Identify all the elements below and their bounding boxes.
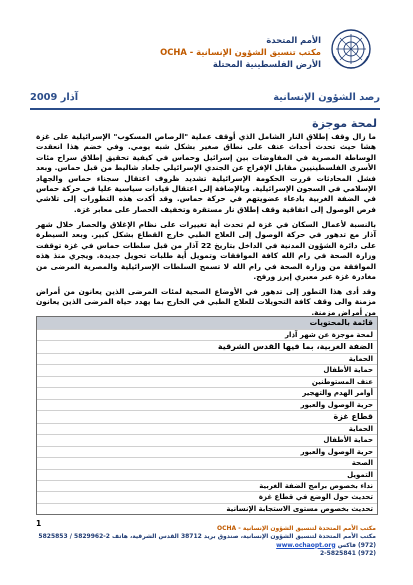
page-number: 1 xyxy=(36,519,42,528)
contents-table xyxy=(36,316,378,515)
contents-item: تحديث بخصوص مستوى الاستجابة الإنسانية xyxy=(226,504,373,513)
contents-item: حماية الأطفال xyxy=(37,365,377,376)
contents-item: حماية الأطفال xyxy=(37,435,377,446)
footer-phone-line: (972) 2-5825841 xyxy=(319,549,376,557)
ocha-line: مكتب تنسيق الشؤون الإنسانية - OCHA xyxy=(160,47,321,57)
page-header xyxy=(0,0,413,86)
contents-item: نداء بخصوص برامج الضفة الغربية xyxy=(37,481,377,492)
opt-line: الأرض الفلسطينية المحتلة xyxy=(212,59,321,69)
contents-item: التمويل xyxy=(37,470,377,481)
footer-org-line: مكتب الأمم المتحدة لتنسيق الشؤون الإنسانية - OCHA xyxy=(217,525,376,532)
contents-item: لمحة موجزة عن شهر آذار xyxy=(37,330,377,341)
contents-section: الضفة الغربية، بما فيها القدس الشرقية xyxy=(37,341,377,354)
overview-paragraph-3: وقد أدى هذا التطور إلى تدهور في الأوضاع الصحية لمئات المرضى الذين يعانون من أمراض مزمنة والى وقف كافة التحويلات للعلاج الطبي في الخارج بما يهدد حياة المرضى الذين يعانون من أمراض مزمنة. xyxy=(36,287,376,317)
contents-item: الحماية xyxy=(37,424,377,435)
footer-address-line xyxy=(36,533,376,550)
contents-item: عنف المستوطنين xyxy=(37,377,377,388)
contents-item: الصحة xyxy=(37,458,377,469)
contents-item: حرية الوصول والعبور xyxy=(37,400,377,411)
footer-website-link[interactable]: www.ochaopt.org xyxy=(276,541,336,549)
page-footer xyxy=(36,525,376,558)
contents-heading: قائمة بالمحتويات xyxy=(37,317,377,330)
footer-address: مكتب الأمم المتحدة لتنسيق الشؤون الإنسانية، صندوق بريد 38712 القدس الشرقية، هاتف 2-5829962 / 5825853 (972) فاكس xyxy=(38,533,376,549)
report-date: آذار 2009 xyxy=(30,92,79,103)
overview-paragraph-1: ما زال وقف إطلاق النار الشامل الذي أوقف عملية "الرصاص المسكوب" الإسرائيلية على غزة هشا حيث تحدث أحداث عنف على نطاق صغير بشكل شبه يومي. وفي خضم هذا انعقدت الوساطة المصرية في المفاوضات بين إسرائيل وحماس في كيفية تحقيق إطلاق سراح مئات الأسرى الفلسطينيين مقابل الإفراج عن الجندي الإسرائيلي جلعاد شاليط من قبل حماس. وبعد فشل المحادثات قررت الحكومة الإسرائيلية تشديد ظروف اعتقال سجناء حماس والجهاد الإسلامي في السجون الإسرائيلية. وبالإضافة إلى اعتقال قيادات سياسية عليا في حركة حماس في الضفة الغربية بادعاء عضويتهم في حركة حماس. وقد أكدت هذه التطورات إلى تلاشي فرص الوصول إلى اتفاقية وقف إطلاق نار مستقرة وتخفيف الحصار على معابر غزة. xyxy=(36,132,376,214)
un-emblem-icon xyxy=(330,28,372,70)
contents-item: الحماية xyxy=(37,354,377,365)
contents-section: قطاع غزة xyxy=(37,411,377,424)
organization-block xyxy=(61,34,321,70)
contents-list xyxy=(37,330,377,515)
contents-item: حرية الوصول والعبور xyxy=(37,447,377,458)
report-title: رصد الشؤون الإنسانية xyxy=(273,92,380,103)
report-title-bar xyxy=(30,92,380,110)
contents-item: أوامر الهدم والتهجير xyxy=(37,388,377,399)
overview-heading: لمحة موجزة xyxy=(312,117,377,130)
overview-paragraph-2: بالنسبة لأعمال السكان في غزة لم تحدث أية تغييرات على نظام الإغلاق والحصار خلال شهر آذار مع تدهور في حركة الوصول إلى العلاج الطبي خارج القطاع بشكل كبير. وبعد السيطرة على دائرة الشؤون المدنية في الداخل بتاريخ 22 آذار من قبل سلطات حماس في غزة توقفت وزارة الصحة في رام الله كافة الموافقات وتمويل أية طلبات تحويل جديدة. ويجري منذ هذه الموافقة من وزارة الصحة في رام الله لا تسمح السلطات الإسرائيلية والمصرية المرضى من مغادرة غزة عبر معبري إيرز ورفح. xyxy=(36,220,376,282)
un-title: الأمم المتحدة xyxy=(266,35,321,45)
contents-item: تحديث حول الوضع في قطاع غزة xyxy=(37,492,377,503)
